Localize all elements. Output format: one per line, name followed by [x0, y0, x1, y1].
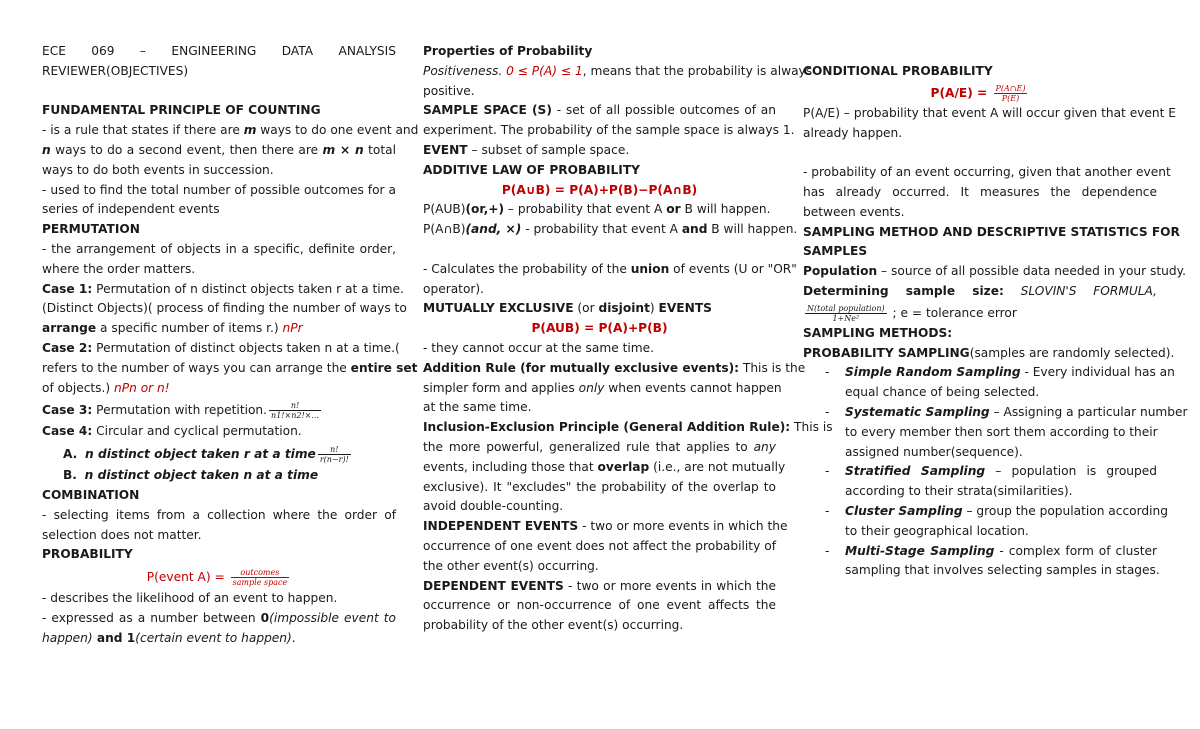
probability-line: happen) and 1(certain event to happen). [42, 630, 296, 645]
doc-title: ECE 069 – ENGINEERING DATA ANALYSIS [42, 44, 396, 58]
fpc-line: - is a rule that states if there are m ways to do one event and [42, 123, 419, 138]
dependent-events-line: probability of the other event(s) occurring. [423, 618, 684, 633]
properties-heading: Properties of Probability [423, 44, 593, 58]
permutation-line: - the arrangement of objects in a specific, definite order, [42, 241, 396, 256]
case4-a-line: A. n distinct object taken r at a time $\frac{n!}{r(n-r)!}$ [63, 445, 349, 465]
mutually-exclusive-heading: MUTUALLY EXCLUSIVE (or disjoint) EVENTS [423, 301, 712, 316]
list-item: - Cluster Sampling – group the population according [803, 502, 1157, 522]
conditional-line: - probability of an event occurring, given that another event [803, 165, 1171, 180]
case4-b-line: B. n distinct object taken n at a time [63, 468, 319, 483]
sampling-heading: SAMPLES [803, 244, 868, 259]
case4-a-formula: $\frac{n!}{r(n-r)!}$ [319, 445, 349, 465]
inclusion-exclusion-line: the more powerful, generalized rule that applies to any [423, 439, 776, 454]
list-item: according to their strata(similarities). [845, 484, 1073, 499]
list-item: equal chance of being selected. [845, 385, 1040, 400]
or-line: P(AUB)(or,+) – probability that event A or B will happen. [423, 202, 771, 217]
additive-law-formula: P(A∪B) = P(A)+P(B)−P(A∩B) [501, 182, 698, 197]
slovin-formula-line: $\frac{\text{N(total population)}}{\text{1+Ne²}}$ ; e = tolerance error [807, 303, 1017, 323]
case3-formula: $\frac{n!}{n1!\times n2!\times...}$ [271, 401, 319, 421]
conditional-fraction: $\frac{P(A\cap E)}{P(E)}$ [995, 83, 1026, 103]
fpc-line: series of independent events [42, 202, 220, 217]
and-line: P(A∩B)(and, ×) - probability that event A and B will happen. [423, 222, 798, 237]
inclusion-exclusion-line: events, including those that overlap (i.e., are not mutually [423, 459, 786, 474]
probability-formula: P(event A) = $\frac{\text{outcomes}}{\text{sample space}}$ [146, 568, 288, 588]
conditional-line: has already occurred. It measures the dependence [803, 184, 1157, 199]
doc-subtitle: REVIEWER(OBJECTIVES) [42, 63, 189, 78]
probability-sampling-line: PROBABILITY SAMPLING(samples are randomly selected). [803, 345, 1175, 360]
sample-space-line: experiment. The probability of the sample space is always 1. [423, 123, 795, 138]
addition-rule-line: Addition Rule (for mutually exclusive events): This is the [423, 360, 806, 375]
probability-line: - expressed as a number between 0(impossible event to [42, 610, 396, 625]
mutually-exclusive-line: - they cannot occur at the same time. [423, 340, 655, 355]
list-item: - Simple Random Sampling - Every individual has an [803, 363, 1157, 383]
case3-line: Case 3: Permutation with repetition. $\frac{n!}{n1!\times n2!\times...}$ [42, 401, 319, 421]
dependent-events-line: occurrence or non-occurrence of one event affects the [423, 598, 776, 613]
combination-line: selection does not matter. [42, 527, 202, 542]
conditional-line: between events. [803, 204, 905, 219]
independent-events-line: occurrence of one event does not affect the probability of [423, 538, 776, 553]
fpc-line: - used to find the total number of possible outcomes for a [42, 182, 396, 197]
inclusion-exclusion-line: exclusive). It "excludes" the probability of the overlap to [423, 479, 776, 494]
independent-events-line: the other event(s) occurring. [423, 558, 599, 573]
event-line: EVENT – subset of sample space. [423, 142, 630, 157]
mutually-exclusive-formula: P(AUB) = P(A)+P(B) [531, 321, 668, 336]
slovin-fraction: $\frac{\text{N(total population)}}{\text{1+Ne²}}$ [807, 303, 885, 323]
addition-rule-line: simpler form and applies only when events cannot happen [423, 380, 782, 395]
inclusion-exclusion-line: avoid double-counting. [423, 499, 564, 514]
conditional-line: already happen. [803, 125, 903, 140]
probability-line: - describes the likelihood of an event to happen. [42, 591, 338, 606]
column-left [42, 42, 419, 649]
fpc-line: ways to do both events in succession. [42, 162, 274, 177]
conditional-heading: CONDITIONAL PROBABILITY [803, 64, 993, 78]
list-item: to every member then sort them according to their [845, 424, 1158, 439]
additive-law-heading: ADDITIVE LAW OF PROBABILITY [423, 162, 640, 177]
list-item: - Stratified Sampling – population is grouped [803, 462, 1157, 482]
sample-space-line: SAMPLE SPACE (S) - set of all possible outcomes of an [423, 103, 777, 118]
addition-rule-line: at the same time. [423, 400, 532, 415]
sample-size-line: Determining sample size: SLOVIN'S FORMULA, [803, 283, 1157, 298]
sampling-heading: SAMPLING METHOD AND DESCRIPTIVE STATISTICS FOR [803, 224, 1180, 239]
list-item: - Systematic Sampling – Assigning a particular number [803, 403, 1157, 423]
union-line: - Calculates the probability of the union of events (U or "OR" [423, 261, 797, 276]
independent-events-line: INDEPENDENT EVENTS - two or more events in which the [423, 519, 788, 534]
column-right [803, 62, 1188, 581]
case2-line: refers to the number of ways you can arrange the entire set [42, 360, 418, 375]
combination-heading: COMBINATION [42, 487, 140, 502]
inclusion-exclusion-line: Inclusion-Exclusion Principle (General Addition Rule): This is [423, 420, 833, 435]
list-item: - Multi-Stage Sampling - complex form of cluster [803, 542, 1157, 562]
permutation-line: where the order matters. [42, 261, 196, 276]
case1-line: Case 1: Permutation of n distinct objects taken r at a time. [42, 281, 404, 296]
conditional-formula: P(A/E) = $\frac{P(A\cap E)}{P(E)}$ [930, 83, 1026, 103]
fpc-heading: FUNDAMENTAL PRINCIPLE OF COUNTING [42, 103, 321, 118]
column-middle [423, 42, 833, 636]
positiveness-line: positive. [423, 83, 475, 98]
list-item: sampling that involves selecting samples in stages. [845, 563, 1160, 578]
positiveness-line: Positiveness. 0 ≤ P(A) ≤ 1, means that the probability is always [423, 63, 813, 78]
sampling-methods-heading: SAMPLING METHODS: [803, 325, 953, 340]
population-line: Population – source of all possible data needed in your study. [803, 264, 1186, 279]
case2-line: of objects.) nPn or n! [42, 380, 170, 395]
dependent-events-line: DEPENDENT EVENTS - two or more events in which the [423, 578, 776, 593]
conditional-line: P(A/E) – probability that event A will occur given that event E [803, 105, 1176, 120]
case4-line: Case 4: Circular and cyclical permutation. [42, 424, 302, 439]
probability-heading: PROBABILITY [42, 547, 133, 562]
combination-line: - selecting items from a collection where the order of [42, 507, 396, 522]
fpc-line: n ways to do a second event, then there are m × n total [42, 142, 396, 157]
list-item: to their geographical location. [845, 523, 1029, 538]
probability-fraction: $\frac{\text{outcomes}}{\text{sample space}}$ [232, 568, 288, 588]
case2-line: Case 2: Permutation of distinct objects taken n at a time.( [42, 340, 400, 355]
list-item: assigned number(sequence). [845, 444, 1023, 459]
union-line: operator). [423, 281, 485, 296]
case1-line: (Distinct Objects)( process of finding the number of ways to [42, 301, 407, 316]
case1-line: arrange a specific number of items r.) nPr [42, 321, 303, 336]
permutation-heading: PERMUTATION [42, 222, 140, 237]
